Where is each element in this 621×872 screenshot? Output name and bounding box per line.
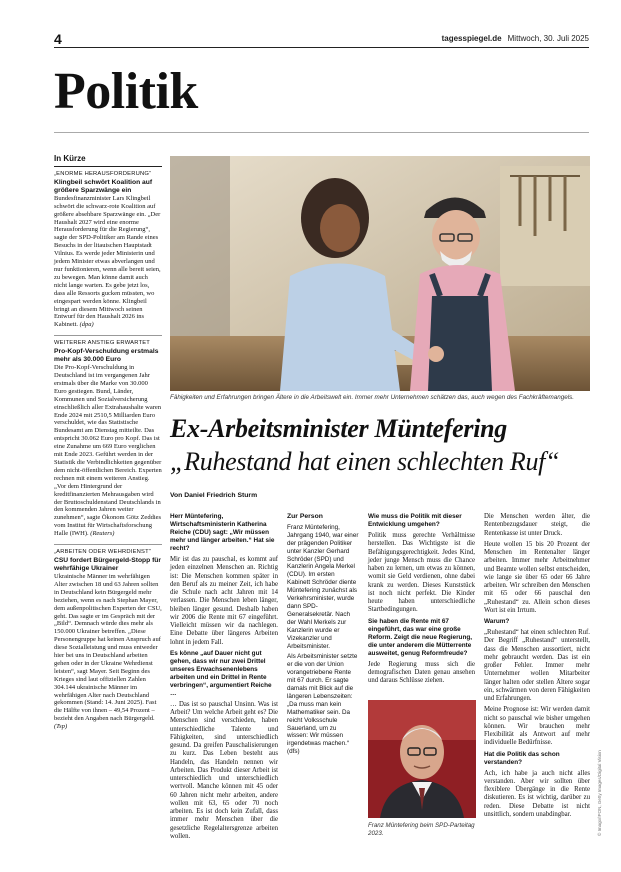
interview-question: Herr Müntefering, Wirtschaftsministerin Katherina Reiche (CDU) sagt: „Wir müssen mehr und länger arbeiten.“ Hat sie recht? (170, 513, 275, 552)
brief-headline: Klingbeil schwört Koalition auf größere Sparzwänge ein (54, 178, 153, 194)
interview-answer: Politik muss gerechte Verhältnisse herstellen. Das Wichtigste ist die Befähigungsgerechtigkeit. Jedes Kind, jeder junge Mensch muss die Chance haben zu lernen, um etwas zu können, womit sie Geld verdienen, ohne dabei krank zu werden. Dieses Kunststück ist noch nicht perfekt. Die Kinder heute haben unterschiedliche Startbedingungen. (368, 532, 475, 614)
divider (54, 544, 162, 545)
divider (54, 335, 162, 336)
brief-body: Bundesfinanzminister Lars Klingbeil schwört die schwarz-rote Koalition auf größere absehbare Sparzwänge ein. „Der Haushalt 2027 wird eine enorme Herausforderung für die Regierung“, sagte der SPD-Politiker am Rande eines Besuchs in der litauischen Hauptstadt Vilnius. Es werde jeder Ministerin und jedem Minister etwas abverlangen und nur funktionieren, wenn alle bereit seien, zu bewegen. Man könne damit auch nicht lange warten. Es gebe jetzt los, dass alle Ressorts gucken müssten, wo eingespart werden könne. Klingbeil bringt an diesem Mittwoch seinen Entwurf für den Haushalt 2026 ins Kabinett. (dpa) (54, 194, 161, 329)
interview-answer: Meine Prognose ist: Wir werden damit nicht so pauschal wie bisher umgehen können. Wir brauchen mehr Flexibilität als Antwort auf mehr individuelle Bedürfnisse. (484, 706, 590, 747)
header-rule (54, 47, 589, 48)
interview-answer: … Das ist so pauschal Unsinn. Was ist Arbeit? Um welche Arbeit geht es? Die Menschen sind verschieden, haben unterschiedliche Talente und Fähigkeiten, sind unterschiedlich gesund. Da greifen Pauschalisierungen zu kurz. Das Leben besteht aus Handeln, das Handeln nennen wir Arbeiten. Das Produkt dieser Arbeit ist unterschiedlich und unterschiedlich wertvoll. Manche können mit 45 oder 60 Jahren nicht mehr arbeiten, andere wollen mit 63, 65 oder 70 noch arbeiten. Es ist doch kein Zufall, dass immer mehr Menschen über die gesetzliche Regelaltersgrenze arbeiten wollen. (170, 700, 278, 840)
portrait-illustration (368, 700, 476, 818)
article-photo (170, 156, 590, 391)
brief-kicker: WEITERER ANSTIEG ERWARTET (54, 340, 151, 347)
headline: Ex-Arbeitsminister Müntefering (170, 414, 507, 443)
interview-question: Warum? (484, 618, 510, 625)
issue-date: Mittwoch, 30. Juli 2025 (507, 34, 589, 43)
person-infobox (287, 513, 359, 759)
interview-answer: Jede Regierung muss sich die demografischen Daten genau ansehen und daraus Schlüsse ziehen. (368, 660, 475, 684)
article-column-3 (368, 513, 475, 688)
brief-headline: Pro-Kopf-Verschuldung erstmals mehr als 30.000 Euro (54, 348, 159, 364)
interview-question: Sie haben die Rente mit 67 eingeführt, das war eine große Reform. Zeigt die neue Regierung, die unter anderem die Mütterrente ausweitet, genug Reformfreude? (368, 617, 473, 657)
page-header-meta (442, 34, 589, 43)
news-brief-item (54, 549, 162, 731)
brief-kicker: „ENORME HERAUSFORDERUNG“ (54, 170, 152, 177)
byline: Von Daniel Friedrich Sturm (170, 492, 258, 499)
interview-answer: Ach, ich habe ja auch nicht alles verstanden. Aber wir sollten über flexiblere Übergänge in die Rente diskutieren. Es ist wichtig, darüber zu reden. Diese Debatte ist nicht unsittlich, sondern unabdingbar. (484, 769, 590, 818)
page-number: 4 (54, 31, 62, 47)
interview-answer: Mir ist das zu pauschal, es kommt auf jeden einzelnen Menschen an. Richtig ist: Die Menschen kommen später in den Beruf als zu meiner Zeit, ich habe die Schule nach acht Jahren mit 14 verlassen. Die Menschen leben länger, bleiben länger gesund. Deshalb haben wir 2006 die Rente mit 67 eingeführt. Vielleicht müssen wir da nachlegen. Eine Debatte über längeres Arbeiten lohnt in jedem Fall. (170, 556, 278, 646)
news-brief-item (54, 340, 162, 538)
brief-body: Ukrainische Männer im wehrfähigen Alter zwischen 18 und 63 Jahren sollten in Deutschland kein Bürgergeld mehr beziehen, wenn es nach Stephan Mayer, dem außenpolitischen Experten der CSU, geht. Das sagte er im Gespräch mit der „Bild“. Demnach würde dies mehr als 150.000 Ukrainer betreffen. „Diese Personengruppe hat keinen Anspruch auf diese Sozialleistung und muss entweder hier bei uns in Deutschland arbeiten gehen oder in der Ukraine Wehrdienst leisten“, sagt Mayer. Seit Beginn des Krieges sind laut offiziellen Zahlen 304.144 ukrainische Männer im wehrfähigen Alter nach Deutschland gekommen (Stand: 14. Juni 2025). Fast die Hälfte von ihnen – 49,54 Prozent – bezieht den Angaben nach Bürgergeld. (Tsp) (54, 572, 162, 731)
interview-question: Es könne „auf Dauer nicht gut gehen, dass wir nur zwei Drittel unseres Erwachsenenlebens arbeiten und ein Drittel in Rente verbringen“, argumentiert Reiche … (170, 649, 272, 697)
infobox-paragraph: Als Arbeitsminister setzte er die von der Union vorangetriebene Rente mit 67 durch. Er sagte damals mit Blick auf die längeren Lebenszeiten: „Da muss man kein Mathematiker sein. Da reicht Volksschule Sauerland, um zu wissen: Wir müssen irgendetwas machen.“ (dfs) (287, 653, 358, 756)
interview-question: Hat die Politik das schon verstanden? (484, 750, 560, 766)
interview-question: Wie muss die Politik mit dieser Entwicklung umgehen? (368, 513, 462, 528)
headline-quote: „Ruhestand hat einen schlechten Ruf“ (170, 447, 560, 476)
photo-caption: Fähigkeiten und Erfahrungen bringen Ältere in die Arbeitswelt ein. Immer mehr Unternehmen schätzen das, auch wegen des Fachkräftemangels. (170, 394, 575, 401)
infobox-label: Zur Person (287, 513, 323, 520)
photo-credit: © Imago/IPON, Getty Images/Digital Vision (597, 750, 602, 836)
portrait-photo (368, 700, 476, 818)
brief-body: Die Pro-Kopf-Verschuldung in Deutschland ist im vergangenen Jahr erstmals über die Marke von 30.000 Euro gestiegen. Bund, Länder, Kommunen und Sozialversicherung einschließlich aller Extrahaushalte waren Ende 2024 mit 2510,5 Milliarden Euro verschuldet, wie das Statistische Bundesamt am Dienstag mitteilte. Das entspricht 30.062 Euro pro Kopf. Das ist eine Zunahme um 669 Euro verglichen mit Ende 2023. Geführt werden in der Statistik die Verbindlichkeiten gegenüber dem nicht-öffentlichen Bereich. Experten rechnen mit einem weiteren Anstieg. „Vor dem Hintergrund der kreditfinanzierten Mehrausgaben wird der Bruttoschuldenstand Deutschlands in den kommenden Jahren weiter zunehmen“, sagte Ökonom Götz Zeddies vom Institut für Wirtschaftsforschung Halle (IWH). (Reuters) (54, 364, 162, 538)
brief-source: (Reuters) (90, 530, 115, 538)
section-rule (54, 132, 589, 133)
infobox-paragraph: Franz Müntefering, Jahrgang 1940, war einer der prägenden Politiker unter Kanzler Gerhard Schröder (SPD) und Kanzlerin Angela Merkel (CDU). Im ersten Kabinett Schröder diente Müntefering zunächst als Verkehrsminister, wurde dann SPD-Generalsekretär. Nach der Wahl Merkels zur Kanzlerin wurde er Vizekanzler und Arbeitsminister. (287, 523, 359, 650)
brief-source: (Tsp) (54, 723, 68, 731)
interview-answer: „Ruhestand“ hat einen schlechten Ruf. Der Begriff „Ruhestand“ unterstellt, dass die Menschen aussortiert, nicht mehr gebraucht werden. Das ist ein großer Fehler. Immer mehr Unternehmer wollen Mitarbeiter länger halten oder stellen Ältere sogar ein, schwärmen von deren Fähigkeiten und Erfahrungen. (484, 629, 590, 702)
brief-kicker: „ARBEITEN ODER WEHRDIENST“ (54, 549, 151, 556)
portrait-caption: Franz Müntefering beim SPD-Parteitag 2023. (368, 822, 475, 837)
news-brief-column (54, 155, 162, 737)
news-brief-item (54, 171, 162, 329)
brief-headline: CSU fordert Bürgergeld-Stopp für wehrfähige Ukrainer (54, 556, 161, 572)
site-name[interactable]: tagesspiegel.de (441, 34, 502, 43)
news-brief-title: In Kürze (54, 155, 162, 167)
interview-answer: Heute wollen 15 bis 20 Prozent der Menschen im Rentenalter länger arbeiten. Immer mehr Arbeitnehmer und Beamte wollen selbst entscheiden, wie lange sie über 65 oder 66 Jahre arbeiten. Wir schreiben den Menschen mit 65 oder 66 pauschal den „Ruhestand“ zu. Allein schon dieses Wort ist ein Irrtum. (484, 540, 590, 614)
workshop-photo-illustration (170, 156, 590, 391)
article-column-1 (170, 513, 278, 844)
interview-answer: Die Menschen werden älter, die Rentenbezugsdauer steigt, die Rentenkasse ist unter Druck. (484, 513, 590, 537)
brief-source: (dpa) (79, 321, 94, 329)
article-column-4 (484, 513, 590, 822)
section-title: Politik (54, 63, 198, 120)
